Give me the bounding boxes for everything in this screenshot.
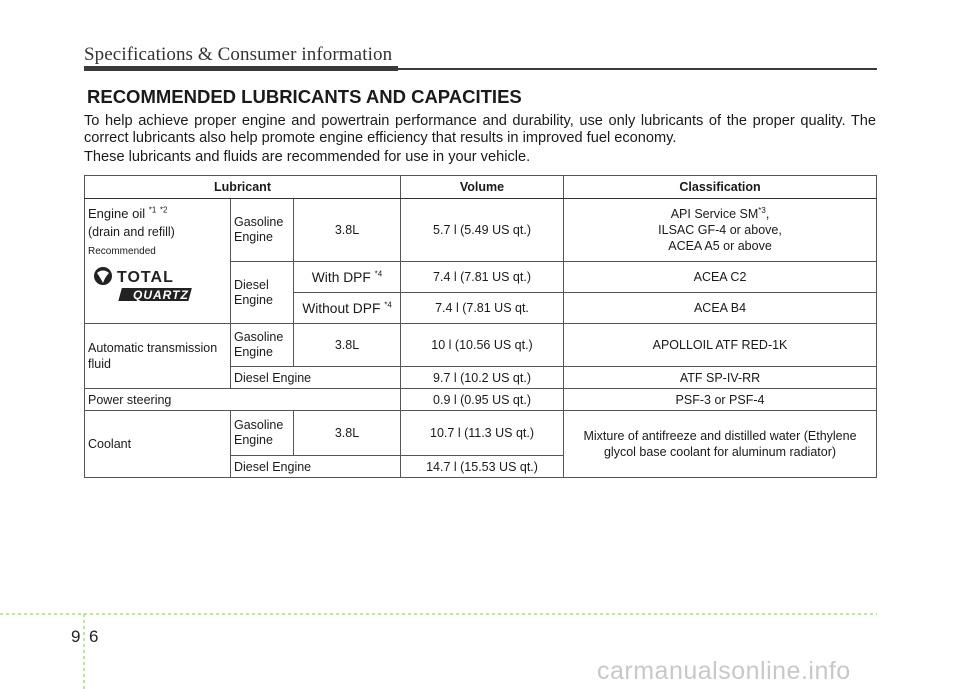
header-volume: Volume <box>401 176 564 199</box>
transmission-gasoline-class: APOLLOIL ATF RED-1K <box>564 324 877 367</box>
engine-oil-cell <box>85 199 231 324</box>
engine-oil-diesel: Diesel Engine <box>231 262 294 324</box>
api-service: API Service SM <box>670 207 759 221</box>
section-header: Specifications & Consumer information <box>84 44 393 65</box>
footnote-4b: *4 <box>384 299 392 309</box>
with-dpf-class: ACEA C2 <box>564 262 877 293</box>
table-row <box>85 411 877 456</box>
acea-a5: ACEA A5 or above <box>668 239 772 253</box>
transmission-diesel-class: ATF SP-IV-RR <box>564 367 877 389</box>
engine-oil-gasoline-class <box>564 199 877 262</box>
transmission-diesel: Diesel Engine <box>231 367 401 389</box>
with-dpf-volume: 7.4 l (7.81 US qt.) <box>401 262 564 293</box>
header-lubricant: Lubricant <box>85 176 401 199</box>
transmission-gasoline: Gasoline Engine <box>231 324 294 367</box>
transmission-label: Automatic transmission fluid <box>85 324 231 389</box>
page-title: RECOMMENDED LUBRICANTS AND CAPACITIES <box>87 86 522 107</box>
without-dpf-label: Without DPF <box>302 300 381 316</box>
transmission-diesel-volume: 9.7 l (10.2 US qt.) <box>401 367 564 389</box>
transmission-gasoline-size: 3.8L <box>294 324 401 367</box>
engine-oil-gasoline-volume: 5.7 l (5.49 US qt.) <box>401 199 564 262</box>
ilsac: ILSAC GF-4 or above, <box>658 223 782 237</box>
coolant-gasoline: Gasoline Engine <box>231 411 294 456</box>
engine-oil-label: Engine oil <box>88 206 146 221</box>
chapter-number: 9 <box>71 627 81 646</box>
with-dpf-label: With DPF <box>311 269 371 285</box>
total-quartz-logo <box>92 265 227 305</box>
comma: , <box>765 207 770 221</box>
header-rule <box>398 68 877 70</box>
table-row <box>85 389 877 411</box>
table-row <box>85 199 877 262</box>
without-dpf <box>294 293 401 324</box>
lubricants-table <box>84 175 877 478</box>
power-steering-class: PSF-3 or PSF-4 <box>564 389 877 411</box>
footnote-4: *4 <box>374 268 383 278</box>
with-dpf <box>294 262 401 293</box>
coolant-gasoline-volume: 10.7 l (11.3 US qt.) <box>401 411 564 456</box>
coolant-class: Mixture of antifreeze and distilled water (Ethylene glycol base coolant for aluminum radiator) <box>564 411 877 478</box>
recommended-label: Recommended <box>88 246 156 257</box>
intro-paragraph: To help achieve proper engine and powertrain performance and durability, use only lubricants of the proper quality. The correct lubricants also help promote engine efficiency that results in improved fuel economy. <box>84 113 876 146</box>
engine-oil-gasoline-size: 3.8L <box>294 199 401 262</box>
header-classification: Classification <box>564 176 877 199</box>
logo-total-text: TOTAL <box>117 269 174 286</box>
watermark: carmanualsonline.info <box>597 657 851 685</box>
page-number: 6 <box>89 627 99 646</box>
header-bar <box>84 66 398 71</box>
intro-paragraph-2: These lubricants and fluids are recommended for use in your vehicle. <box>84 149 531 165</box>
power-steering-volume: 0.9 l (0.95 US qt.) <box>401 389 564 411</box>
logo-quartz-text: QUARTZ <box>133 288 189 302</box>
coolant-diesel-volume: 14.7 l (15.53 US qt.) <box>401 456 564 478</box>
transmission-gasoline-volume: 10 l (10.56 US qt.) <box>401 324 564 367</box>
footnote-3: *3 <box>758 205 766 215</box>
power-steering-label: Power steering <box>85 389 401 411</box>
total-logo-icon <box>92 265 204 305</box>
engine-oil-gasoline: Gasoline Engine <box>231 199 294 262</box>
coolant-gasoline-size: 3.8L <box>294 411 401 456</box>
footnote-2: *2 <box>159 205 168 215</box>
without-dpf-class: ACEA B4 <box>564 293 877 324</box>
table-row <box>85 324 877 367</box>
table-header-row <box>85 176 877 199</box>
coolant-label: Coolant <box>85 411 231 478</box>
coolant-diesel: Diesel Engine <box>231 456 401 478</box>
engine-oil-sub: (drain and refill) <box>88 225 175 239</box>
footnote-1: *1 <box>148 205 157 215</box>
without-dpf-volume: 7.4 l (7.81 US qt. <box>401 293 564 324</box>
